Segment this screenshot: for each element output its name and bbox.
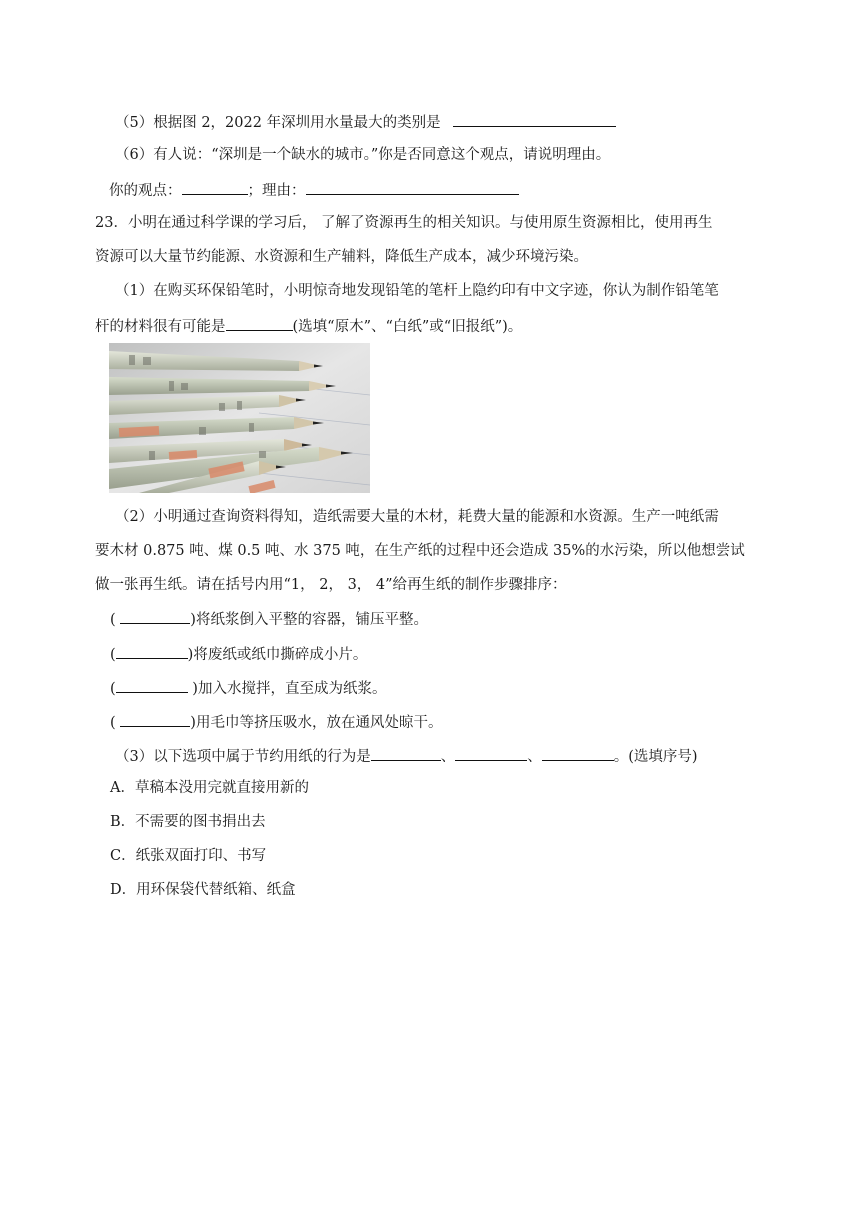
recycled-pencils-photo [109, 343, 370, 493]
option-blank-1[interactable] [371, 745, 441, 761]
option-blank-3[interactable] [542, 745, 614, 761]
step-item: ( )用毛巾等挤压吸水，放在通风处晾干。 [110, 711, 442, 731]
material-blank[interactable] [226, 315, 293, 331]
step-text: 将纸浆倒入平整的容器，铺压平整。 [195, 612, 428, 628]
question-text: 杆的材料很有可能是 [95, 319, 226, 335]
question-23-3: （3）以下选项中属于节约用纸的行为是 、 、 。(选填序号) [115, 745, 698, 765]
question-23-2-line-1 [115, 507, 719, 527]
question-text: (选填“原木”、“白纸”或“旧报纸”)。 [292, 319, 523, 335]
question-23-2-line-3 [95, 575, 567, 595]
question-23-intro-line-2 [95, 247, 588, 267]
option-b: B．不需要的图书捐出去 [110, 814, 266, 830]
step-order-blank[interactable] [120, 608, 190, 624]
question-text: 23．小明在通过科学课的学习后， 了解了资源再生的相关知识。与使用原生资源相比，使用再生 [95, 215, 713, 231]
step-text: 加入水搅拌，直至成为纸浆。 [197, 681, 387, 697]
option-d: D．用环保袋代替纸箱、纸盒 [110, 882, 296, 898]
viewpoint-blank[interactable] [182, 179, 248, 195]
question-text: 资源可以大量节约能源、水资源和生产辅料，降低生产成本，减少环境污染。 [95, 249, 588, 265]
step-text: 将废纸或纸巾撕碎成小片。 [193, 647, 368, 663]
viewpoint-label: 你的观点： [109, 183, 182, 199]
question-23-1-line-1 [115, 281, 719, 301]
step-order-blank[interactable] [116, 677, 188, 693]
question-text: 做一张再生纸。请在括号内用“1， 2， 3， 4”给再生纸的制作步骤排序： [95, 577, 567, 593]
step-order-blank[interactable] [116, 643, 188, 659]
question-text: （3）以下选项中属于节约用纸的行为是 [115, 749, 371, 765]
question-23-2-line-2 [95, 541, 745, 561]
answer-blank[interactable] [453, 111, 616, 127]
question-23-intro-line-1 [95, 213, 713, 233]
option-a: A．草稿本没用完就直接用新的 [110, 780, 309, 796]
reason-blank[interactable] [306, 179, 519, 195]
step-item: ( )将废纸或纸巾撕碎成小片。 [110, 643, 367, 663]
option-blank-2[interactable] [455, 745, 527, 761]
step-item: ( )加入水搅拌，直至成为纸浆。 [110, 677, 386, 697]
step-text: 用毛巾等挤压吸水，放在通风处晾干。 [195, 715, 443, 731]
question-22-6-answer [109, 179, 519, 199]
step-item: ( )将纸浆倒入平整的容器，铺压平整。 [110, 608, 428, 628]
question-22-5 [115, 111, 616, 131]
question-text: 要木材 0.875 吨、煤 0.5 吨、水 375 吨，在生产纸的过程中还会造成 35%的水污染，所以他想尝试 [95, 543, 745, 559]
question-text: （1）在购买环保铅笔时，小明惊奇地发现铅笔的笔杆上隐约印有中文字迹，你认为制作铅笔笔 [115, 283, 719, 299]
option-c: C．纸张双面打印、书写 [110, 848, 267, 864]
question-text: （2）小明通过查询资料得知，造纸需要大量的木材，耗费大量的能源和水资源。生产一吨纸需 [115, 509, 719, 525]
question-22-6 [115, 145, 610, 165]
reason-label: ；理由： [247, 183, 306, 199]
question-text: （5）根据图 2，2022 年深圳用水量最大的类别是 [115, 115, 441, 131]
question-23-1-line-2 [95, 315, 522, 335]
step-order-blank[interactable] [120, 711, 190, 727]
pencils-illustration [109, 343, 370, 493]
question-text: （6）有人说：“深圳是一个缺水的城市。”你是否同意这个观点，请说明理由。 [115, 147, 611, 163]
